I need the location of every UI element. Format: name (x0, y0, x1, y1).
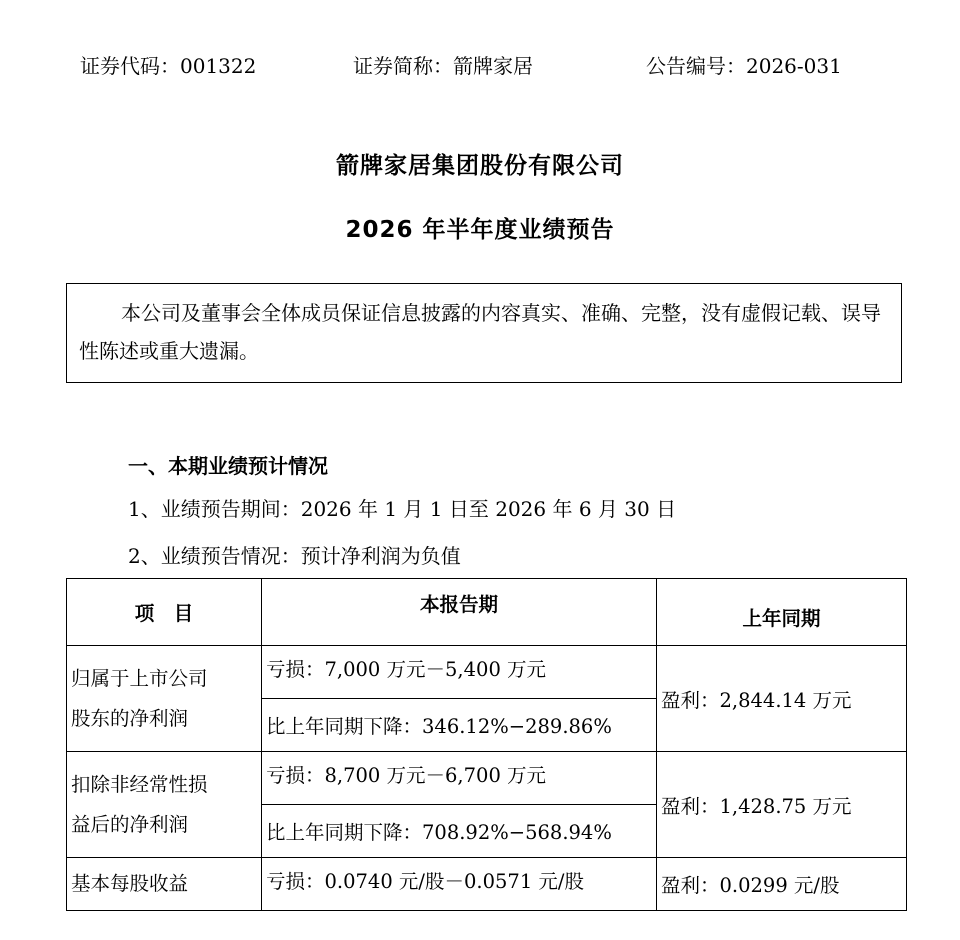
header-item: 项 目 (67, 579, 262, 646)
current-value: 亏损：8,700 万元－6,700 万元 (262, 752, 657, 805)
row-label (67, 646, 262, 752)
performance-table (66, 578, 907, 911)
current-value: 亏损：0.0740 元/股－0.0571 元/股 (262, 858, 657, 911)
row-label (67, 752, 262, 858)
previous-value: 盈利：1,428.75 万元 (657, 752, 907, 858)
notice-number: 公告编号：2026-031 (646, 54, 842, 78)
current-change: 比上年同期下降：708.92%−568.94% (262, 805, 657, 858)
company-title: 箭牌家居集团股份有限公司 (336, 153, 624, 179)
header-current-period: 本报告期 (262, 579, 657, 646)
section-heading: 一、本期业绩预计情况 (128, 454, 328, 478)
previous-value: 盈利：2,844.14 万元 (657, 646, 907, 752)
stock-name: 证券简称：箭牌家居 (353, 54, 533, 78)
disclaimer-box (66, 283, 902, 383)
forecast-situation: 2、业绩预告情况：预计净利润为负值 (128, 544, 461, 568)
current-value: 亏损：7,000 万元－5,400 万元 (262, 646, 657, 699)
table-row (67, 858, 907, 911)
row-label-line: 扣除非经常性损 (71, 772, 208, 796)
forecast-period: 1、业绩预告期间：2026 年 1 月 1 日至 2026 年 6 月 30 日 (128, 497, 677, 521)
row-label-line: 益后的净利润 (71, 812, 189, 836)
table-row (67, 752, 907, 805)
report-title: 2026 年半年度业绩预告 (345, 217, 615, 243)
stock-code: 证券代码：001322 (80, 54, 257, 78)
row-label-line: 股东的净利润 (71, 706, 189, 730)
row-label: 基本每股收益 (67, 858, 262, 911)
table-header-row (67, 579, 907, 646)
current-change: 比上年同期下降：346.12%−289.86% (262, 699, 657, 752)
row-label-line: 归属于上市公司 (71, 666, 208, 690)
disclaimer-text: 本公司及董事会全体成员保证信息披露的内容真实、准确、完整，没有虚假记载、误导性陈述或重大遗漏。 (79, 301, 881, 363)
header-previous-period: 上年同期 (657, 579, 907, 646)
table-row (67, 646, 907, 699)
previous-value: 盈利：0.0299 元/股 (657, 858, 907, 911)
